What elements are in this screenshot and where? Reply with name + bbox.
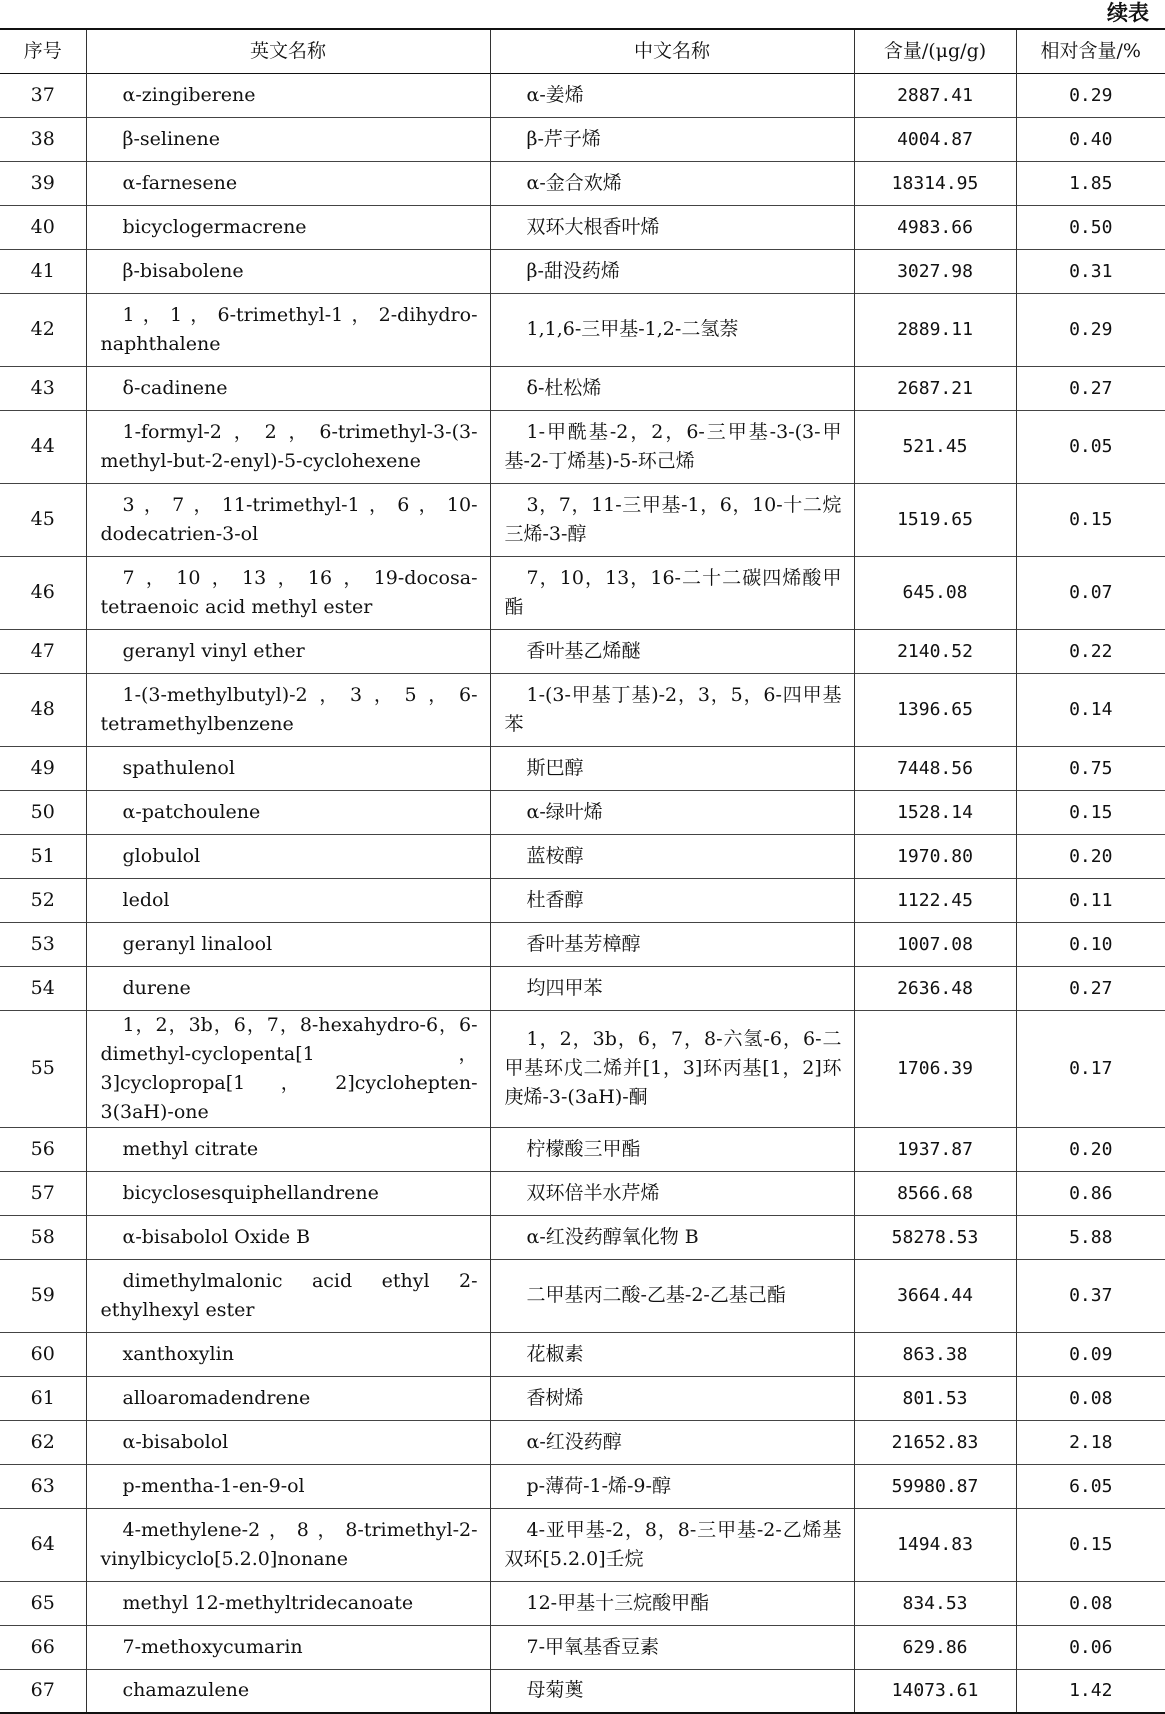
- row-number: 45: [0, 483, 86, 556]
- row-number: 63: [0, 1464, 86, 1508]
- chinese-name-cell: 1,1,6-三甲基-1,2-二氢萘: [490, 293, 854, 366]
- row-number: 67: [0, 1669, 86, 1713]
- table-body: [0, 73, 1165, 1713]
- row-number: 61: [0, 1376, 86, 1420]
- chinese-name-cell: 双环倍半水芹烯: [490, 1171, 854, 1215]
- row-number: 54: [0, 966, 86, 1010]
- row-number: 56: [0, 1127, 86, 1171]
- relative-content-cell: 0.14: [1016, 673, 1165, 746]
- row-number: 38: [0, 117, 86, 161]
- chinese-name-cell: 7-甲氧基香豆素: [490, 1625, 854, 1669]
- english-name-cell: bicyclogermacrene: [86, 205, 490, 249]
- table-row: [0, 673, 1165, 746]
- english-name-cell: geranyl vinyl ether: [86, 629, 490, 673]
- chinese-name-cell: 4-亚甲基-2，8，8-三甲基-2-乙烯基双环[5.2.0]壬烷: [490, 1508, 854, 1581]
- table-row: [0, 834, 1165, 878]
- content-cell: 14073.61: [854, 1669, 1016, 1713]
- row-number: 47: [0, 629, 86, 673]
- row-number: 57: [0, 1171, 86, 1215]
- relative-content-cell: 0.11: [1016, 878, 1165, 922]
- relative-content-cell: 0.07: [1016, 556, 1165, 629]
- content-cell: 645.08: [854, 556, 1016, 629]
- table-row: [0, 1171, 1165, 1215]
- chinese-name-cell: 12-甲基十三烷酸甲酯: [490, 1581, 854, 1625]
- row-number: 60: [0, 1332, 86, 1376]
- table-row: [0, 1581, 1165, 1625]
- table-row: [0, 556, 1165, 629]
- header-content: 含量/(μg/g): [854, 29, 1016, 73]
- chinese-name-cell: 蓝桉醇: [490, 834, 854, 878]
- table-continued-caption: 续表: [1107, 0, 1149, 25]
- table-row: [0, 205, 1165, 249]
- row-number: 39: [0, 161, 86, 205]
- content-cell: 8566.68: [854, 1171, 1016, 1215]
- relative-content-cell: 1.42: [1016, 1669, 1165, 1713]
- table-row: [0, 1669, 1165, 1713]
- table-row: [0, 790, 1165, 834]
- english-name-cell: methyl 12-methyltridecanoate: [86, 1581, 490, 1625]
- relative-content-cell: 0.15: [1016, 1508, 1165, 1581]
- chinese-name-cell: 斯巴醇: [490, 746, 854, 790]
- english-name-cell: chamazulene: [86, 1669, 490, 1713]
- chinese-name-cell: 1-(3-甲基丁基)-2，3，5，6-四甲基苯: [490, 673, 854, 746]
- row-number: 51: [0, 834, 86, 878]
- chinese-name-cell: 1，2，3b，6，7，8-六氢-6，6-二甲基环戊二烯并[1，3]环丙基[1，2]环庚烯-3-(3aH)-酮: [490, 1010, 854, 1127]
- table-row: [0, 1010, 1165, 1127]
- english-name-cell: ledol: [86, 878, 490, 922]
- relative-content-cell: 6.05: [1016, 1464, 1165, 1508]
- content-cell: 2140.52: [854, 629, 1016, 673]
- content-cell: 521.45: [854, 410, 1016, 483]
- english-name-cell: 1，2，3b，6，7，8-hexahydro-6，6-dimethyl-cyclopenta[1，3]cyclopropa[1，2]cyclohepten-3(3aH)-one: [86, 1010, 490, 1127]
- relative-content-cell: 2.18: [1016, 1420, 1165, 1464]
- relative-content-cell: 0.86: [1016, 1171, 1165, 1215]
- relative-content-cell: 0.09: [1016, 1332, 1165, 1376]
- english-name-cell: dimethylmalonic acid ethyl 2-ethylhexyl ester: [86, 1259, 490, 1332]
- row-number: 65: [0, 1581, 86, 1625]
- english-name-cell: spathulenol: [86, 746, 490, 790]
- table-row: [0, 161, 1165, 205]
- table-row: [0, 483, 1165, 556]
- content-cell: 2636.48: [854, 966, 1016, 1010]
- table-row: [0, 73, 1165, 117]
- row-number: 58: [0, 1215, 86, 1259]
- relative-content-cell: 0.22: [1016, 629, 1165, 673]
- chinese-name-cell: 杜香醇: [490, 878, 854, 922]
- content-cell: 3664.44: [854, 1259, 1016, 1332]
- content-cell: 2687.21: [854, 366, 1016, 410]
- chinese-name-cell: 香树烯: [490, 1376, 854, 1420]
- english-name-cell: β-bisabolene: [86, 249, 490, 293]
- row-number: 48: [0, 673, 86, 746]
- row-number: 37: [0, 73, 86, 117]
- chinese-name-cell: 3，7，11-三甲基-1，6，10-十二烷三烯-3-醇: [490, 483, 854, 556]
- chinese-name-cell: α-红没药醇: [490, 1420, 854, 1464]
- table-row: [0, 410, 1165, 483]
- row-number: 44: [0, 410, 86, 483]
- content-cell: 3027.98: [854, 249, 1016, 293]
- english-name-cell: 1-formyl-2，2，6-trimethyl-3-(3-methyl-but-2-enyl)-5-cyclohexene: [86, 410, 490, 483]
- relative-content-cell: 0.17: [1016, 1010, 1165, 1127]
- relative-content-cell: 0.10: [1016, 922, 1165, 966]
- table-row: [0, 249, 1165, 293]
- relative-content-cell: 0.37: [1016, 1259, 1165, 1332]
- relative-content-cell: 0.06: [1016, 1625, 1165, 1669]
- content-cell: 2887.41: [854, 73, 1016, 117]
- english-name-cell: α-patchoulene: [86, 790, 490, 834]
- table-row: [0, 1508, 1165, 1581]
- english-name-cell: 1，1，6-trimethyl-1，2-dihydro-naphthalene: [86, 293, 490, 366]
- chinese-name-cell: 香叶基乙烯醚: [490, 629, 854, 673]
- chinese-name-cell: 花椒素: [490, 1332, 854, 1376]
- chinese-name-cell: δ-杜松烯: [490, 366, 854, 410]
- relative-content-cell: 5.88: [1016, 1215, 1165, 1259]
- english-name-cell: geranyl linalool: [86, 922, 490, 966]
- chinese-name-cell: 柠檬酸三甲酯: [490, 1127, 854, 1171]
- chinese-name-cell: α-红没药醇氧化物 B: [490, 1215, 854, 1259]
- relative-content-cell: 0.50: [1016, 205, 1165, 249]
- chinese-name-cell: α-姜烯: [490, 73, 854, 117]
- relative-content-cell: 0.08: [1016, 1581, 1165, 1625]
- english-name-cell: globulol: [86, 834, 490, 878]
- relative-content-cell: 0.20: [1016, 1127, 1165, 1171]
- row-number: 43: [0, 366, 86, 410]
- english-name-cell: α-farnesene: [86, 161, 490, 205]
- content-cell: 1007.08: [854, 922, 1016, 966]
- row-number: 50: [0, 790, 86, 834]
- row-number: 62: [0, 1420, 86, 1464]
- chinese-name-cell: α-金合欢烯: [490, 161, 854, 205]
- relative-content-cell: 0.08: [1016, 1376, 1165, 1420]
- english-name-cell: 3，7，11-trimethyl-1，6，10-dodecatrien-3-ol: [86, 483, 490, 556]
- content-cell: 58278.53: [854, 1215, 1016, 1259]
- table-row: [0, 1420, 1165, 1464]
- content-cell: 59980.87: [854, 1464, 1016, 1508]
- table-row: [0, 1332, 1165, 1376]
- row-number: 59: [0, 1259, 86, 1332]
- english-name-cell: δ-cadinene: [86, 366, 490, 410]
- content-cell: 1937.87: [854, 1127, 1016, 1171]
- chinese-name-cell: 双环大根香叶烯: [490, 205, 854, 249]
- chinese-name-cell: p-薄荷-1-烯-9-醇: [490, 1464, 854, 1508]
- content-cell: 1970.80: [854, 834, 1016, 878]
- english-name-cell: p-mentha-1-en-9-ol: [86, 1464, 490, 1508]
- english-name-cell: 7-methoxycumarin: [86, 1625, 490, 1669]
- table-row: [0, 922, 1165, 966]
- english-name-cell: 4-methylene-2，8，8-trimethyl-2-vinylbicyclo[5.2.0]nonane: [86, 1508, 490, 1581]
- chinese-name-cell: 母菊薁: [490, 1669, 854, 1713]
- chinese-name-cell: 7，10，13，16-二十二碳四烯酸甲酯: [490, 556, 854, 629]
- content-cell: 1706.39: [854, 1010, 1016, 1127]
- compound-table: [0, 28, 1165, 1714]
- content-cell: 1122.45: [854, 878, 1016, 922]
- table-header-row: [0, 29, 1165, 73]
- english-name-cell: 1-(3-methylbutyl)-2，3，5，6-tetramethylbenzene: [86, 673, 490, 746]
- english-name-cell: β-selinene: [86, 117, 490, 161]
- content-cell: 1494.83: [854, 1508, 1016, 1581]
- chinese-name-cell: 均四甲苯: [490, 966, 854, 1010]
- english-name-cell: α-bisabolol Oxide B: [86, 1215, 490, 1259]
- chinese-name-cell: α-绿叶烯: [490, 790, 854, 834]
- relative-content-cell: 0.27: [1016, 966, 1165, 1010]
- header-chinese-name: 中文名称: [490, 29, 854, 73]
- relative-content-cell: 0.75: [1016, 746, 1165, 790]
- english-name-cell: xanthoxylin: [86, 1332, 490, 1376]
- table-row: [0, 1259, 1165, 1332]
- header-no: 序号: [0, 29, 86, 73]
- header-relative-content: 相对含量/%: [1016, 29, 1165, 73]
- chinese-name-cell: 1-甲酰基-2，2，6-三甲基-3-(3-甲基-2-丁烯基)-5-环己烯: [490, 410, 854, 483]
- row-number: 40: [0, 205, 86, 249]
- row-number: 64: [0, 1508, 86, 1581]
- content-cell: 801.53: [854, 1376, 1016, 1420]
- content-cell: 629.86: [854, 1625, 1016, 1669]
- content-cell: 2889.11: [854, 293, 1016, 366]
- table-row: [0, 746, 1165, 790]
- relative-content-cell: 0.27: [1016, 366, 1165, 410]
- table-row: [0, 878, 1165, 922]
- content-cell: 4004.87: [854, 117, 1016, 161]
- content-cell: 863.38: [854, 1332, 1016, 1376]
- table-row: [0, 293, 1165, 366]
- relative-content-cell: 0.15: [1016, 790, 1165, 834]
- row-number: 66: [0, 1625, 86, 1669]
- row-number: 52: [0, 878, 86, 922]
- chinese-name-cell: 二甲基丙二酸-乙基-2-乙基己酯: [490, 1259, 854, 1332]
- content-cell: 1396.65: [854, 673, 1016, 746]
- table-row: [0, 117, 1165, 161]
- table-row: [0, 1215, 1165, 1259]
- chinese-name-cell: 香叶基芳樟醇: [490, 922, 854, 966]
- row-number: 46: [0, 556, 86, 629]
- relative-content-cell: 0.20: [1016, 834, 1165, 878]
- english-name-cell: bicyclosesquiphellandrene: [86, 1171, 490, 1215]
- content-cell: 4983.66: [854, 205, 1016, 249]
- row-number: 42: [0, 293, 86, 366]
- row-number: 53: [0, 922, 86, 966]
- english-name-cell: durene: [86, 966, 490, 1010]
- english-name-cell: alloaromadendrene: [86, 1376, 490, 1420]
- table-row: [0, 629, 1165, 673]
- relative-content-cell: 0.40: [1016, 117, 1165, 161]
- english-name-cell: methyl citrate: [86, 1127, 490, 1171]
- english-name-cell: α-bisabolol: [86, 1420, 490, 1464]
- row-number: 41: [0, 249, 86, 293]
- row-number: 49: [0, 746, 86, 790]
- content-cell: 834.53: [854, 1581, 1016, 1625]
- content-cell: 1528.14: [854, 790, 1016, 834]
- content-cell: 7448.56: [854, 746, 1016, 790]
- relative-content-cell: 0.15: [1016, 483, 1165, 556]
- english-name-cell: α-zingiberene: [86, 73, 490, 117]
- row-number: 55: [0, 1010, 86, 1127]
- table-row: [0, 1464, 1165, 1508]
- relative-content-cell: 0.05: [1016, 410, 1165, 483]
- chinese-name-cell: β-甜没药烯: [490, 249, 854, 293]
- relative-content-cell: 0.29: [1016, 73, 1165, 117]
- content-cell: 1519.65: [854, 483, 1016, 556]
- english-name-cell: 7，10，13，16，19-docosa-tetraenoic acid methyl ester: [86, 556, 490, 629]
- relative-content-cell: 1.85: [1016, 161, 1165, 205]
- table-row: [0, 366, 1165, 410]
- content-cell: 21652.83: [854, 1420, 1016, 1464]
- header-english-name: 英文名称: [86, 29, 490, 73]
- table-row: [0, 1127, 1165, 1171]
- table-row: [0, 1625, 1165, 1669]
- table-row: [0, 966, 1165, 1010]
- chinese-name-cell: β-芹子烯: [490, 117, 854, 161]
- relative-content-cell: 0.29: [1016, 293, 1165, 366]
- relative-content-cell: 0.31: [1016, 249, 1165, 293]
- table-row: [0, 1376, 1165, 1420]
- content-cell: 18314.95: [854, 161, 1016, 205]
